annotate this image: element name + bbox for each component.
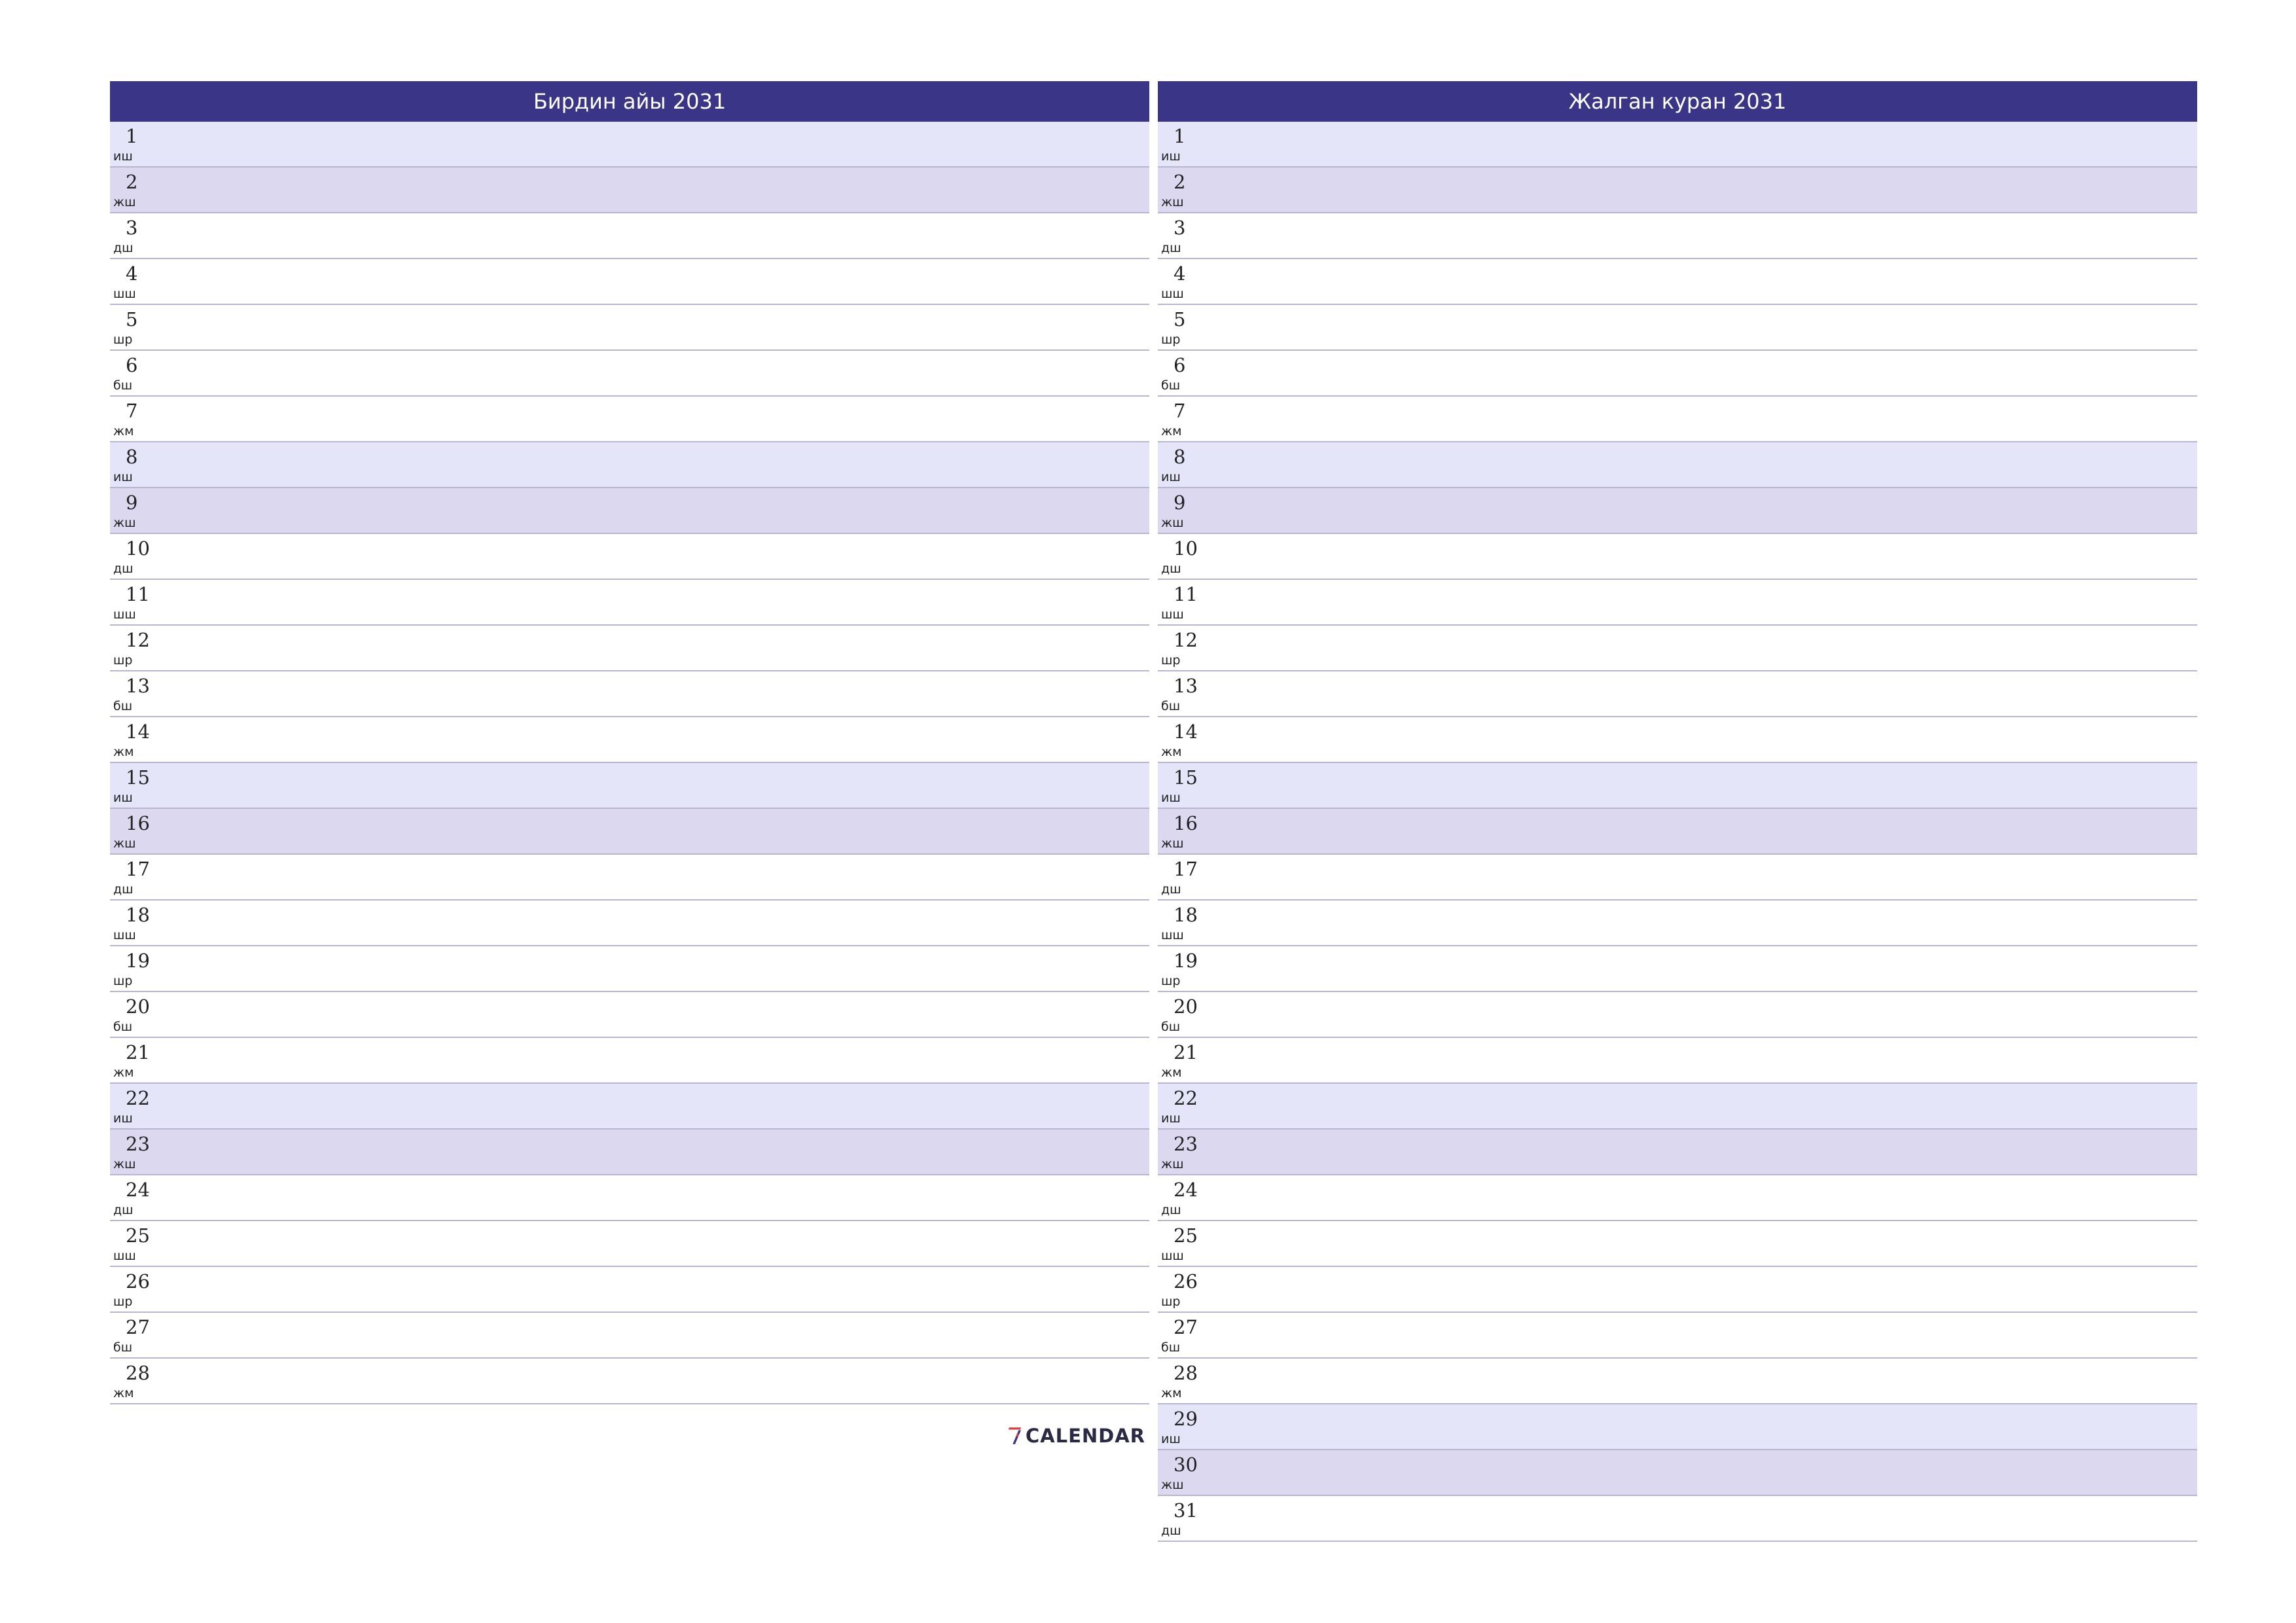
day-number: 18 — [126, 904, 150, 926]
day-number: 28 — [1174, 1362, 1198, 1384]
day-number: 19 — [1174, 950, 1198, 972]
day-row[interactable] — [1158, 1130, 2197, 1175]
day-row[interactable] — [1158, 855, 2197, 901]
day-weekday: жм — [113, 745, 134, 759]
day-row[interactable] — [110, 580, 1149, 626]
day-weekday: шр — [1161, 1294, 1181, 1309]
day-number: 28 — [126, 1362, 150, 1384]
day-weekday: дш — [1161, 1203, 1181, 1217]
day-number: 15 — [126, 766, 150, 789]
day-number: 20 — [126, 995, 150, 1018]
day-number: 25 — [126, 1224, 150, 1247]
day-number: 13 — [1174, 675, 1198, 697]
day-row[interactable] — [1158, 442, 2197, 488]
day-number: 24 — [1174, 1179, 1198, 1201]
day-number: 25 — [1174, 1224, 1198, 1247]
day-row[interactable] — [1158, 351, 2197, 397]
day-weekday: шр — [1161, 653, 1181, 668]
day-weekday: шш — [1161, 287, 1184, 301]
day-number: 8 — [126, 446, 138, 468]
day-row[interactable] — [1158, 763, 2197, 809]
day-row[interactable] — [1158, 168, 2197, 213]
day-number: 1 — [126, 125, 138, 147]
day-weekday: бш — [1161, 378, 1181, 393]
day-weekday: жм — [1161, 745, 1182, 759]
day-number: 17 — [1174, 858, 1198, 880]
day-row[interactable] — [110, 259, 1149, 305]
day-weekday: шш — [1161, 607, 1184, 622]
day-weekday: жш — [1161, 836, 1184, 851]
day-row[interactable] — [110, 1359, 1149, 1404]
day-row[interactable] — [1158, 717, 2197, 763]
day-weekday: дш — [1161, 562, 1181, 576]
day-number: 26 — [1174, 1270, 1198, 1293]
day-weekday: бш — [113, 1340, 133, 1355]
brand-logo — [1008, 1418, 1145, 1454]
day-row[interactable] — [1158, 1313, 2197, 1359]
day-row[interactable] — [1158, 488, 2197, 534]
day-row[interactable] — [1158, 1038, 2197, 1084]
day-number: 22 — [1174, 1087, 1198, 1109]
day-row[interactable] — [110, 442, 1149, 488]
day-weekday: дш — [113, 562, 134, 576]
day-number: 16 — [126, 812, 150, 834]
day-weekday: жш — [113, 1157, 136, 1171]
day-number: 1 — [1174, 125, 1186, 147]
day-number: 17 — [126, 858, 150, 880]
day-list — [110, 122, 1149, 1404]
day-weekday: дш — [113, 1203, 134, 1217]
day-number: 27 — [1174, 1316, 1198, 1338]
day-number: 3 — [1174, 217, 1186, 239]
day-row[interactable] — [1158, 809, 2197, 855]
day-row[interactable] — [1158, 1404, 2197, 1450]
day-weekday: шр — [1161, 332, 1181, 347]
day-number: 5 — [126, 308, 138, 330]
day-row[interactable] — [110, 1175, 1149, 1221]
day-weekday: бш — [113, 699, 133, 713]
day-row[interactable] — [110, 809, 1149, 855]
day-row[interactable] — [110, 992, 1149, 1038]
day-weekday: жш — [1161, 195, 1184, 209]
day-weekday: дш — [113, 882, 134, 897]
day-number: 10 — [1174, 537, 1198, 560]
day-number: 10 — [126, 537, 150, 560]
day-row[interactable] — [110, 122, 1149, 168]
day-row[interactable] — [110, 1313, 1149, 1359]
day-weekday: шш — [113, 607, 136, 622]
day-number: 14 — [1174, 721, 1198, 743]
day-row[interactable] — [1158, 901, 2197, 946]
day-weekday: жм — [113, 424, 134, 438]
day-weekday: жм — [113, 1386, 134, 1400]
day-weekday: бш — [113, 378, 133, 393]
day-row[interactable] — [110, 1221, 1149, 1267]
day-weekday: дш — [1161, 882, 1181, 897]
day-number: 11 — [126, 583, 150, 605]
day-weekday: иш — [1161, 470, 1181, 484]
day-weekday: иш — [1161, 1432, 1181, 1446]
day-row[interactable] — [1158, 946, 2197, 992]
day-number: 6 — [126, 354, 138, 376]
logo-text: CALENDAR — [1025, 1425, 1145, 1447]
day-row[interactable] — [110, 168, 1149, 213]
day-number: 27 — [126, 1316, 150, 1338]
day-weekday: жм — [113, 1065, 134, 1080]
day-number: 18 — [1174, 904, 1198, 926]
day-row[interactable] — [110, 626, 1149, 671]
day-row[interactable] — [110, 855, 1149, 901]
day-number: 16 — [1174, 812, 1198, 834]
day-row[interactable] — [110, 1084, 1149, 1130]
day-row[interactable] — [1158, 1496, 2197, 1542]
day-weekday: дш — [113, 241, 134, 255]
day-weekday: иш — [113, 791, 133, 805]
day-number: 26 — [126, 1270, 150, 1293]
day-weekday: шр — [113, 332, 133, 347]
day-weekday: шр — [113, 653, 133, 668]
month-title: Жалган куран 2031 — [1158, 81, 2197, 122]
day-weekday: жш — [1161, 1157, 1184, 1171]
day-number: 7 — [126, 400, 138, 422]
day-number: 24 — [126, 1179, 150, 1201]
day-row[interactable] — [110, 946, 1149, 992]
day-weekday: иш — [113, 149, 133, 164]
day-row[interactable] — [1158, 122, 2197, 168]
day-row[interactable] — [1158, 1450, 2197, 1496]
day-row[interactable] — [110, 901, 1149, 946]
day-number: 12 — [126, 629, 150, 651]
day-number: 30 — [1174, 1454, 1198, 1476]
month-column-right — [1158, 81, 2197, 1542]
day-number: 29 — [1174, 1408, 1198, 1430]
day-weekday: жш — [113, 195, 136, 209]
day-weekday: жш — [1161, 1478, 1184, 1492]
day-number: 3 — [126, 217, 138, 239]
day-number: 15 — [1174, 766, 1198, 789]
day-weekday: бш — [1161, 699, 1181, 713]
day-row[interactable] — [1158, 1221, 2197, 1267]
day-weekday: шш — [113, 1249, 136, 1263]
day-number: 19 — [126, 950, 150, 972]
day-row[interactable] — [110, 763, 1149, 809]
day-list — [1158, 122, 2197, 1542]
day-row[interactable] — [1158, 259, 2197, 305]
day-number: 2 — [126, 171, 138, 193]
day-row[interactable] — [1158, 992, 2197, 1038]
day-weekday: шш — [1161, 928, 1184, 942]
day-weekday: жш — [113, 836, 136, 851]
day-row[interactable] — [1158, 397, 2197, 442]
day-weekday: дш — [1161, 241, 1181, 255]
day-number: 12 — [1174, 629, 1198, 651]
day-row[interactable] — [110, 671, 1149, 717]
day-row[interactable] — [1158, 626, 2197, 671]
day-weekday: шр — [113, 974, 133, 988]
day-weekday: бш — [113, 1020, 133, 1034]
day-number: 22 — [126, 1087, 150, 1109]
day-number: 13 — [126, 675, 150, 697]
day-weekday: шш — [1161, 1249, 1184, 1263]
month-column-left — [110, 81, 1149, 1404]
day-weekday: иш — [1161, 791, 1181, 805]
day-row[interactable] — [1158, 1175, 2197, 1221]
day-number: 23 — [126, 1133, 150, 1155]
day-row[interactable] — [110, 213, 1149, 259]
day-row[interactable] — [1158, 534, 2197, 580]
day-number: 20 — [1174, 995, 1198, 1018]
month-title: Бирдин айы 2031 — [110, 81, 1149, 122]
day-number: 31 — [1174, 1499, 1198, 1522]
day-row[interactable] — [1158, 305, 2197, 351]
day-number: 21 — [126, 1041, 150, 1063]
day-weekday: шш — [113, 287, 136, 301]
day-weekday: шр — [1161, 974, 1181, 988]
seven-logo-icon — [1008, 1418, 1022, 1454]
day-weekday: жш — [113, 516, 136, 530]
day-weekday: иш — [1161, 149, 1181, 164]
day-weekday: жш — [1161, 516, 1184, 530]
day-row[interactable] — [1158, 1084, 2197, 1130]
day-number: 6 — [1174, 354, 1186, 376]
day-weekday: иш — [113, 1111, 133, 1126]
day-number: 23 — [1174, 1133, 1198, 1155]
day-number: 9 — [1174, 491, 1186, 514]
day-weekday: шш — [113, 928, 136, 942]
day-row[interactable] — [1158, 213, 2197, 259]
day-row[interactable] — [110, 717, 1149, 763]
day-number: 5 — [1174, 308, 1186, 330]
day-row[interactable] — [110, 534, 1149, 580]
day-row[interactable] — [1158, 1359, 2197, 1404]
day-row[interactable] — [1158, 671, 2197, 717]
day-row[interactable] — [1158, 580, 2197, 626]
day-weekday: дш — [1161, 1524, 1181, 1538]
day-number: 9 — [126, 491, 138, 514]
day-number: 4 — [126, 262, 138, 285]
day-row[interactable] — [110, 397, 1149, 442]
day-row[interactable] — [110, 1038, 1149, 1084]
day-row[interactable] — [110, 351, 1149, 397]
day-weekday: бш — [1161, 1020, 1181, 1034]
day-weekday: шр — [113, 1294, 133, 1309]
day-weekday: иш — [1161, 1111, 1181, 1126]
day-number: 11 — [1174, 583, 1198, 605]
day-number: 21 — [1174, 1041, 1198, 1063]
day-row[interactable] — [110, 1267, 1149, 1313]
day-number: 2 — [1174, 171, 1186, 193]
day-number: 7 — [1174, 400, 1186, 422]
day-number: 8 — [1174, 446, 1186, 468]
day-weekday: жм — [1161, 424, 1182, 438]
day-weekday: жм — [1161, 1065, 1182, 1080]
day-row[interactable] — [110, 488, 1149, 534]
day-number: 14 — [126, 721, 150, 743]
day-row[interactable] — [110, 305, 1149, 351]
day-number: 4 — [1174, 262, 1186, 285]
day-row[interactable] — [1158, 1267, 2197, 1313]
day-weekday: бш — [1161, 1340, 1181, 1355]
day-row[interactable] — [110, 1130, 1149, 1175]
day-weekday: жм — [1161, 1386, 1182, 1400]
day-weekday: иш — [113, 470, 133, 484]
